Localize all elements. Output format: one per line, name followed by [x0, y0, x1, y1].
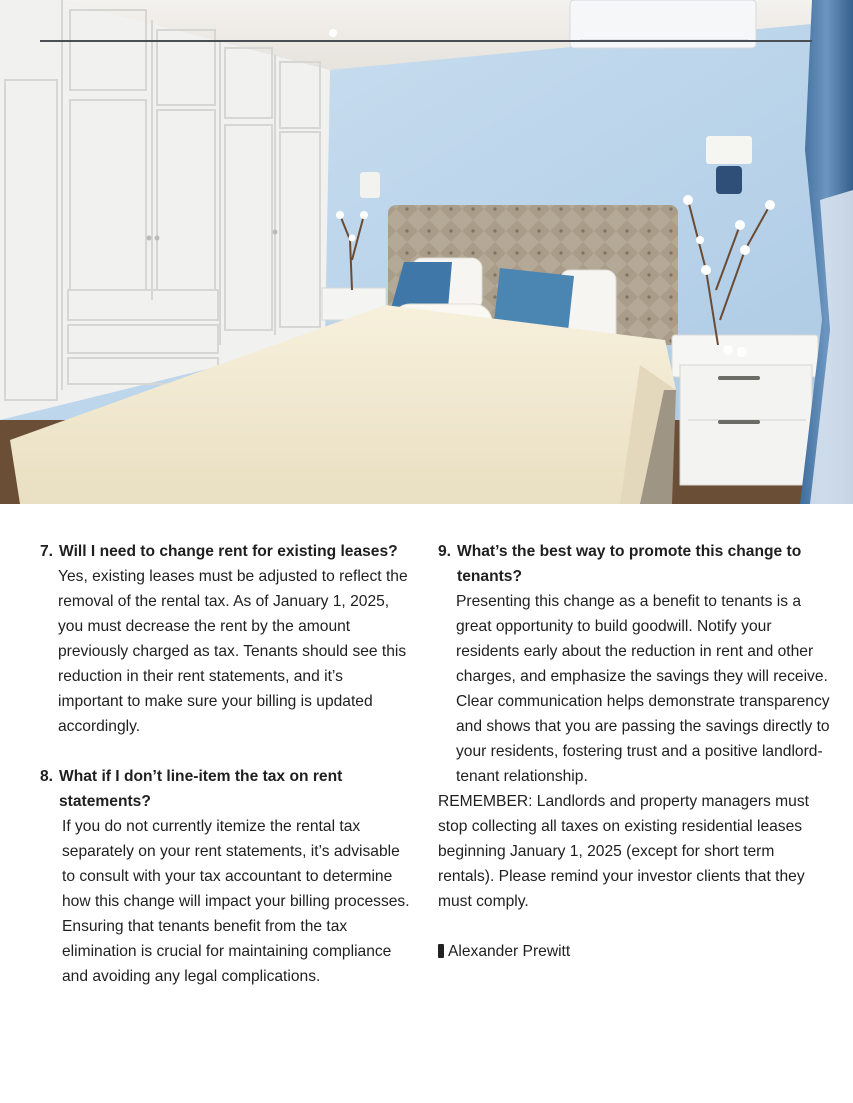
- signature: [438, 939, 830, 964]
- question-text: Will I need to change rent for existing leases?: [59, 543, 398, 560]
- question-number: 9.: [438, 543, 452, 560]
- question-number: 7.: [40, 543, 54, 560]
- answer-8: If you do not currently itemize the rental tax separately on your rent statements, it’s advisable to consult with your tax accountant to determine how this change will impact your billing processes. Ensuring that tenants benefit from the tax elimination is crucial for maintaining compliance and avoiding any legal complications.: [62, 818, 410, 985]
- answer-7: Yes, existing leases must be adjusted to reflect the removal of the rental tax. As of January 1, 2025, you must decrease the rent by the amount previously charged as tax. Tenants should see this reduction in their rent statements, and it’s important to make sure your billing is updated accordingly.: [58, 568, 408, 735]
- bedroom-photo: [0, 0, 853, 504]
- question-8: [40, 764, 412, 814]
- answer-9: Presenting this change as a benefit to tenants is a great opportunity to build goodwill. Notify your residents early about the reduction in rent and other charges, and emphasize the savings they will receive. Clear communication helps demonstrate transparency and shows that you are passing the savings directly to your residents, fostering trust and a positive landlord-tenant relationship.: [456, 593, 830, 785]
- author-marker-icon: [438, 944, 444, 958]
- faq-column-right: [438, 539, 830, 964]
- header-rule: [40, 40, 812, 42]
- question-9: [438, 539, 830, 589]
- author-name: Alexander Prewitt: [448, 943, 571, 960]
- faq-column-left: [40, 539, 412, 989]
- question-text: What if I don’t line-item the tax on rent statements?: [59, 768, 343, 810]
- question-text: What’s the best way to promote this change to tenants?: [457, 543, 802, 585]
- remember-note: REMEMBER: Landlords and property managers must stop collecting all taxes on existing residential leases beginning January 1, 2025 (except for short term rentals). Please remind your investor clients that they must comply.: [438, 793, 809, 910]
- question-7: [40, 539, 412, 564]
- question-number: 8.: [40, 768, 54, 785]
